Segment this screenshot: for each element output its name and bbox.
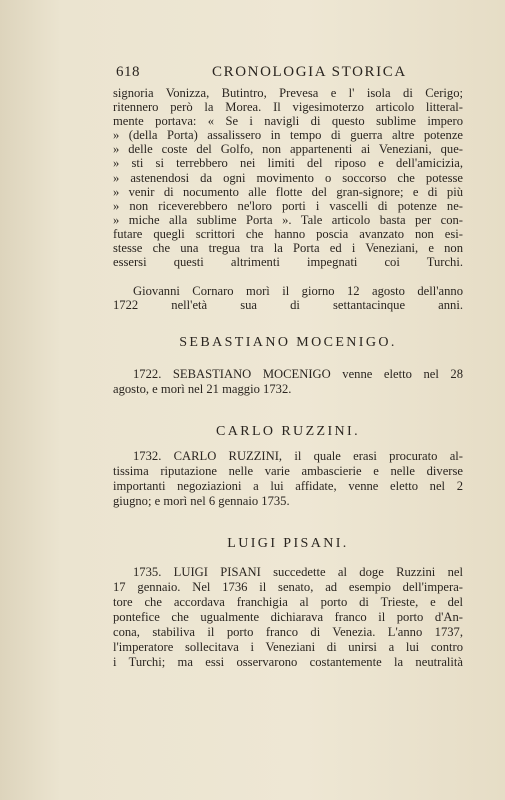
text-line: agosto, e morì nel 21 maggio 1732. [113, 382, 292, 396]
text-line: » delle coste del Golfo, non appartenenti ai Veneziani, que- [113, 142, 463, 157]
text-line: ritennero però la Morea. Il vigesimoterzo articolo litteral- [113, 100, 463, 115]
section-heading-pisani: LUIGI PISANI. [227, 536, 349, 551]
closing-paragraph [113, 284, 463, 312]
text-line: 1722 nell'età sua di settantacinque anni. [113, 298, 463, 313]
running-title: CRONOLOGIA STORICA [212, 64, 407, 80]
text-line: l'imperatore sollecitava i Veneziani di unirsi a lui contro [113, 640, 463, 654]
text-line: 17 gennaio. Nel 1736 il senato, ad esempio dell'impera- [113, 580, 463, 594]
text-line: pontefice che ugualmente dichiarava franco il porto d'An- [113, 610, 463, 624]
text-line: » (della Porta) assalissero in tempo di guerra altre potenze [113, 128, 463, 143]
continuation-paragraph [113, 86, 463, 269]
text-line: » non riceverebbero ne'loro porti i vascelli di potenze ne- [113, 198, 463, 213]
section-entry-ruzzini [113, 449, 463, 509]
text-line: importanti negoziazioni a lui affidate, venne eletto nel 2 [113, 479, 463, 493]
text-line: » miche alla sublime Porta ». Tale articolo basta per con- [113, 212, 463, 227]
page-header [116, 64, 466, 84]
text-line: » astenendosi da ogni movimento o soccorso che potesse [113, 170, 463, 185]
page-number: 618 [116, 64, 140, 80]
section-heading-ruzzini: CARLO RUZZINI. [215, 424, 361, 439]
text-line: mente portava: « Se i navigli di questo sublime impero [113, 114, 463, 129]
text-line: » sti si terrebbero nei limiti del riposo e dell'amicizia, [113, 156, 463, 171]
text-line: Giovanni Cornaro morì il giorno 12 agosto dell'anno [133, 284, 463, 298]
text-line: 1735. LUIGI PISANI succedette al doge Ruzzini nel [133, 565, 463, 579]
section-entry-mocenigo [113, 367, 463, 397]
text-line: » venir di nocumento alle flotte del gran-signore; e di più [113, 184, 463, 199]
section-entry-pisani [113, 565, 463, 670]
text-line: tore che accordava franchigia al porto di Trieste, e del [113, 595, 463, 609]
text-line: stesse che una tregua tra la Porta ed i Veneziani, e non [113, 241, 463, 256]
text-line: essersi questi altrimenti impegnati coi Turchi. [113, 255, 463, 270]
text-line: cona, stabiliva il porto franco di Venezia. L'anno 1737, [113, 625, 463, 639]
section-heading-mocenigo: SEBASTIANO MOCENIGO. [179, 335, 397, 350]
text-line: futare quegli scrittori che hanno poscia avanzato non esi- [113, 226, 463, 241]
text-line: tissima riputazione nelle varie ambascierie e nelle diverse [113, 464, 463, 478]
text-line: 1732. CARLO RUZZINI, il quale erasi procurato al- [133, 449, 463, 463]
text-line: i Turchi; ma essi osservarono costantemente la neutralità [113, 655, 463, 669]
text-line: signoria Vonizza, Butintro, Prevesa e l' isola di Cerigo; [113, 86, 463, 100]
text-line: 1722. SEBASTIANO MOCENIGO venne eletto nel 28 [133, 367, 463, 381]
text-line: giugno; e morì nel 6 gennaio 1735. [113, 494, 290, 508]
